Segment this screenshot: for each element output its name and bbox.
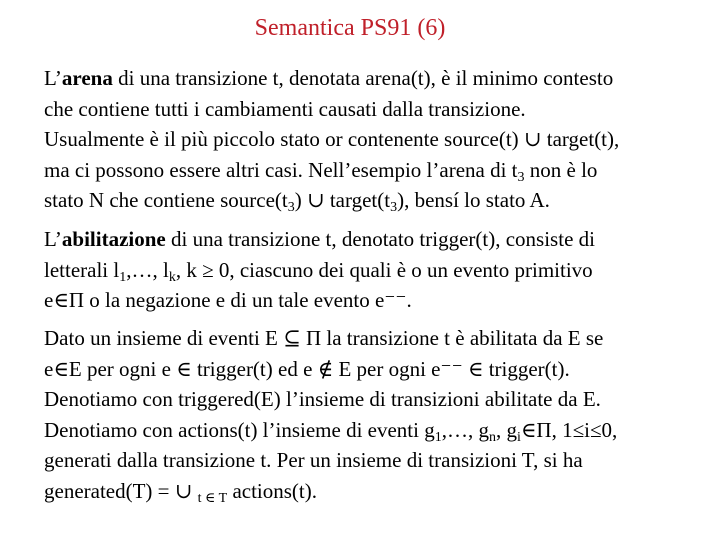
paragraph-arena xyxy=(44,63,710,216)
text-line: Usualmente è il più piccolo stato or contenente source(t) ∪ target(t), xyxy=(44,127,620,151)
paragraph-definitions xyxy=(44,323,710,506)
slide-title: Semantica PS91 (6) xyxy=(254,15,446,41)
term-abilitazione: abilitazione xyxy=(61,227,166,251)
text-line: Dato un insieme di eventi E ⊆ Π la transizione t è abilitata da E se xyxy=(44,326,604,350)
text-line: e∈Π o la negazione e di un tale evento e⁻⁻. xyxy=(44,288,412,312)
text-line: ma ci possono essere altri casi. Nell’esempio l’arena di $t_3$ non è lo xyxy=(44,157,598,185)
text-line: generati dalla transizione t. Per un insieme di transizioni T, si ha xyxy=(44,448,583,472)
text-line: stato N che contiene $source(t_3)$ ∪ $target(t_3)$, bensí lo stato A. xyxy=(44,188,550,215)
text-line: e∈E per ogni e ∈ trigger(t) ed e ∉ E per ogni e⁻⁻ ∈ trigger(t). xyxy=(44,356,570,381)
text-line: generated(T) = ∪ $_{t \in T}$ actions(t). xyxy=(44,478,317,506)
text-line: Denotiamo con triggered(E) l’insieme di transizioni abilitate da E. xyxy=(44,387,601,411)
text-line: L’abilitazione di una transizione t, denotato trigger(t), consiste di xyxy=(44,227,595,251)
text-line: che contiene tutti i cambiamenti causati dalla transizione. xyxy=(44,96,526,121)
paragraph-abilitazione xyxy=(44,224,710,316)
text-line: L’arena di una transizione t, denotata arena(t), è il minimo contesto xyxy=(44,66,614,90)
text-line: Denotiamo con actions(t) l’insieme di eventi $g_1,\dots$, $g_n$, $g_i\in\Pi$, 1≤i≤0, xyxy=(44,417,618,445)
term-arena: arena xyxy=(61,66,113,90)
text-line: letterali $l_1,\dots$, $l_k$, k ≥ 0, ciascuno dei quali è o un evento primitivo xyxy=(44,257,593,285)
